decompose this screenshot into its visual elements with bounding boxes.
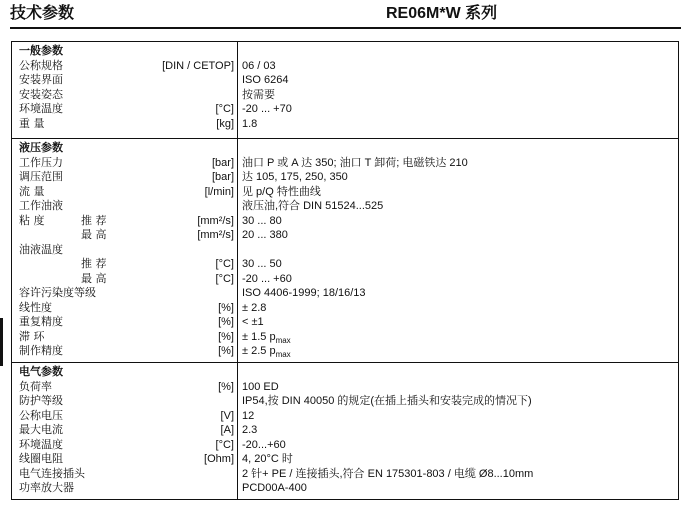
spec-value-text: -20...+60 [242,438,286,451]
spec-row [0,380,687,394]
spec-label: 安装姿态 [19,87,63,101]
section-title: 电气参数 [19,365,63,378]
spec-value-text: 2.3 [242,424,258,436]
spec-row [0,170,687,184]
header-rule [10,27,681,29]
spec-row [0,301,687,315]
spec-unit: [Ohm] [204,453,234,465]
spec-label: 油液温度 [19,242,63,256]
section-title-row [0,365,687,379]
spec-value-text: ± 2.8 [242,301,267,314]
spec-unit: [V] [220,409,234,422]
spec-unit: [bar] [211,171,234,183]
spec-row [0,467,687,481]
spec-label: 公称规格 [19,58,63,72]
spec-value [242,185,321,199]
spec-value [242,481,307,495]
spec-value-subscript: max [275,335,291,345]
spec-row [0,315,687,329]
spec-value [242,301,266,315]
spec-value-subscript: max [275,350,291,359]
spec-row [0,330,687,344]
spec-value-text: -20 ... +70 [242,103,292,115]
spec-row [0,452,687,466]
spec-row [0,228,687,242]
spec-label: 安装界面 [19,73,63,86]
section-divider [11,362,679,363]
spec-value-text: 按需要 [242,88,275,101]
spec-label: 环境温度 [19,437,63,451]
spec-unit: [°C] [215,103,234,115]
spec-unit: [DIN / CETOP] [162,59,234,72]
spec-value-text: 4, 20°C 时 [242,453,293,465]
spec-unit: [°C] [215,272,234,285]
spec-value-text: ± 1.5 p [242,330,276,343]
spec-value [242,59,276,73]
model-code: RE06M*W [386,5,461,22]
spec-value [242,88,275,102]
spec-label: 电气连接插头 [19,466,85,480]
spec-value-text: 20 ... 380 [242,229,288,241]
spec-value [242,102,292,116]
spec-label: 重复精度 [19,315,63,328]
spec-value [242,272,292,286]
spec-value-text: 1.8 [242,117,258,130]
series-label: 系列 [465,3,498,22]
spec-label: 环境温度 [19,102,63,115]
spec-value [242,286,366,300]
spec-row [0,257,687,271]
spec-value-text: < ±1 [242,316,264,328]
spec-label: 工作油液 [19,199,63,212]
spec-value [242,344,291,358]
spec-label: 功率放大器 [19,481,74,494]
spec-value-text: -20 ... +60 [242,272,292,285]
spec-unit: [kg] [216,117,234,130]
spec-value [242,467,533,481]
spec-row [0,117,687,131]
spec-sublabel: 最 高 [81,271,107,285]
spec-row [0,286,687,300]
spec-unit: [°C] [215,258,234,270]
spec-value [242,170,348,184]
spec-value-text: 油口 P 或 A 达 350; 油口 T 卸荷; 电磁铁达 210 [242,156,468,169]
spec-label: 粘 度 [19,213,45,227]
section-title-row [0,141,687,155]
spec-value-text: ISO 4406-1999; 18/16/13 [242,287,366,299]
spec-value [242,438,286,452]
spec-value-text: 06 / 03 [242,59,276,72]
spec-value-text: IP54,按 DIN 40050 的规定(在插上插头和安装完成的情况下) [242,395,532,407]
spec-unit: [%] [218,301,234,314]
spec-unit: [%] [218,316,234,328]
spec-label: 防护等级 [19,394,63,407]
spec-row [0,394,687,408]
spec-row [0,481,687,495]
spec-value-text: 100 ED [242,380,279,393]
spec-value-text: 2 针+ PE / 连接插头,符合 EN 175301-803 / 电缆 Ø8...10mm [242,467,534,480]
spec-label: 线性度 [19,300,52,314]
spec-label: 容许污染度等级 [19,286,96,299]
spec-label: 负荷率 [19,379,52,393]
section-title: 液压参数 [19,141,63,154]
spec-row [0,214,687,228]
spec-value-text: 30 ... 80 [242,214,282,227]
spec-row [0,59,687,73]
section-divider [11,138,679,139]
spec-value-text: 12 [242,409,255,422]
spec-value [242,380,279,394]
spec-label: 调压范围 [19,170,63,183]
spec-value [242,156,468,170]
spec-sublabel: 推 荐 [81,213,107,227]
spec-row [0,73,687,87]
spec-row [0,185,687,199]
spec-unit: [bar] [211,156,234,169]
spec-unit: [mm²/s] [197,229,234,241]
spec-label: 制作精度 [19,344,63,357]
spec-row [0,199,687,213]
spec-value [242,423,257,437]
spec-label: 最大电流 [19,423,63,436]
spec-value-text: ± 2.5 p [242,345,276,357]
spec-value [242,257,282,271]
spec-value [242,452,293,466]
page-title: 技术参数 [10,3,75,22]
spec-unit: [%] [218,330,234,343]
spec-row [0,438,687,452]
spec-row [0,243,687,257]
spec-label: 重 量 [19,116,45,130]
spec-value-text: 液压油,符合 DIN 51524...525 [242,200,384,212]
section-title-row [0,44,687,58]
spec-value [242,199,383,213]
spec-unit: [°C] [215,438,234,451]
spec-unit: [%] [218,345,234,357]
spec-value [242,330,291,344]
spec-value [242,394,532,408]
spec-unit: [A] [220,424,234,436]
spec-unit: [%] [218,380,234,393]
spec-unit: [l/min] [204,185,234,198]
spec-value-text: 达 105, 175, 250, 350 [242,171,348,183]
spec-sublabel: 推 荐 [81,257,107,270]
spec-label: 流 量 [19,184,45,198]
spec-value [242,117,257,131]
spec-label: 滞 环 [19,329,45,343]
spec-row [0,423,687,437]
spec-value-text: ISO 6264 [242,74,289,86]
spec-sublabel: 最 高 [81,228,107,241]
spec-row [0,102,687,116]
spec-row [0,344,687,358]
spec-value [242,73,288,87]
spec-value-text: 30 ... 50 [242,258,282,270]
model-title [386,0,497,23]
spec-row [0,88,687,102]
spec-label: 公称电压 [19,408,63,422]
spec-value [242,228,288,242]
spec-unit: [mm²/s] [197,214,234,227]
spec-value [242,214,282,228]
spec-label: 工作压力 [19,155,63,169]
spec-label: 线圈电阻 [19,452,63,465]
section-title: 一般参数 [19,44,63,57]
spec-row [0,272,687,286]
spec-value [242,409,254,423]
spec-value-text: PCD00A-400 [242,482,307,494]
spec-row [0,156,687,170]
spec-value [242,315,264,329]
spec-value-text: 见 p/Q 特性曲线 [242,185,321,198]
spec-row [0,409,687,423]
